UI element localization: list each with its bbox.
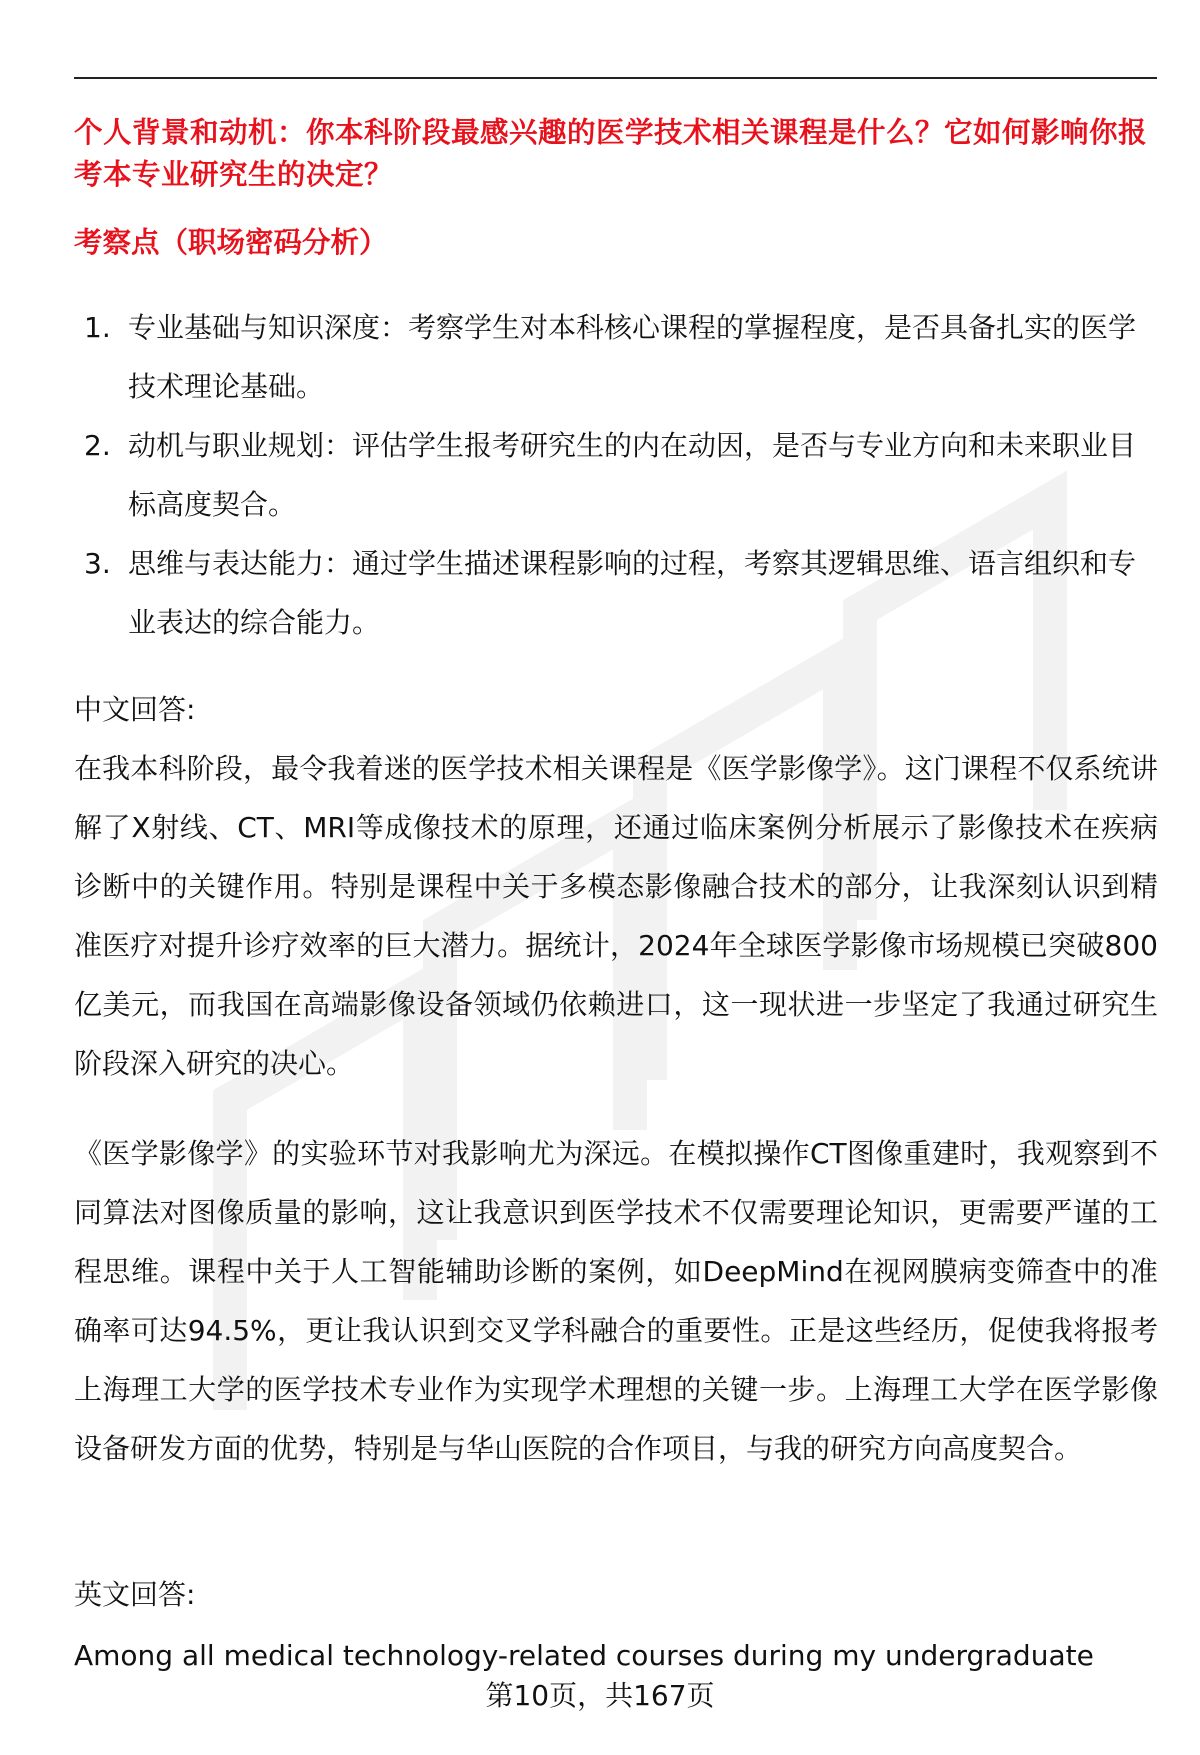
exam-points-list bbox=[74, 298, 1154, 652]
english-answer-label: 英文回答: bbox=[74, 1578, 196, 1611]
list-number: 3. bbox=[84, 547, 111, 580]
chinese-answer-paragraph-2: 《医学影像学》的实验环节对我影响尤为深远。在模拟操作CT图像重建时，我观察到不同算法对图像质量的影响，这让我意识到医学技术不仅需要理论知识，更需要严谨的工程思维。课程中关于人工智能辅助诊断的案例，如DeepMind在视网膜病变筛查中的准确率可达94.5%，更让我认识到交叉学科融合的重要性。正是这些经历，促使我将报考上海理工大学的医学技术专业作为实现学术理想的关键一步。上海理工大学在医学影像设备研发方面的优势，特别是与华山医院的合作项目，与我的研究方向高度契合。 bbox=[74, 1137, 1158, 1465]
page-number: 第10页，共167页 bbox=[485, 1679, 715, 1712]
list-number: 1. bbox=[84, 311, 111, 344]
list-item bbox=[74, 534, 1154, 652]
list-number: 2. bbox=[84, 429, 111, 462]
question-title: 个人背景和动机：你本科阶段最感兴趣的医学技术相关课程是什么？它如何影响你报考本专业研究生的决定？ bbox=[74, 116, 1148, 191]
list-item-text: 专业基础与知识深度：考察学生对本科核心课程的掌握程度，是否具备扎实的医学技术理论基础。 bbox=[128, 311, 1137, 403]
english-answer-text: Among all medical technology-related courses during my undergraduate bbox=[74, 1639, 1094, 1672]
list-item bbox=[74, 416, 1154, 534]
chinese-answer-paragraph-1: 在我本科阶段，最令我着迷的医学技术相关课程是《医学影像学》。这门课程不仅系统讲解了X射线、CT、MRI等成像技术的原理，还通过临床案例分析展示了影像技术在疾病诊断中的关键作用。特别是课程中关于多模态影像融合技术的部分，让我深刻认识到精准医疗对提升诊疗效率的巨大潜力。据统计，2024年全球医学影像市场规模已突破800亿美元，而我国在高端影像设备领域仍依赖进口，这一现状进一步坚定了我通过研究生阶段深入研究的决心。 bbox=[74, 752, 1158, 1080]
list-item bbox=[74, 298, 1154, 416]
header-rule bbox=[74, 77, 1157, 79]
list-item-text: 动机与职业规划：评估学生报考研究生的内在动因，是否与专业方向和未来职业目标高度契合。 bbox=[128, 429, 1137, 521]
list-item-text: 思维与表达能力：通过学生描述课程影响的过程，考察其逻辑思维、语言组织和专业表达的综合能力。 bbox=[128, 547, 1137, 639]
chinese-answer-label: 中文回答: bbox=[74, 693, 196, 726]
exam-points-heading: 考察点（职场密码分析） bbox=[74, 226, 388, 259]
